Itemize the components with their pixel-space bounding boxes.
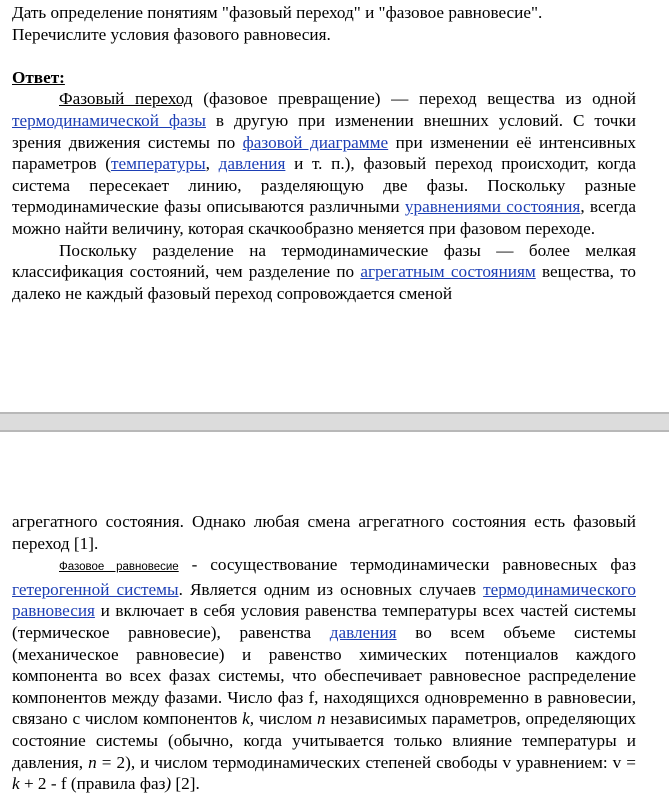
page-bottom-content	[12, 511, 636, 795]
page-top-content	[12, 2, 636, 304]
term-phase-equilibrium: Фазовое равновесие	[59, 561, 179, 574]
link-heterogeneous-system[interactable]: гетерогенной системы	[12, 579, 179, 599]
link-pressure[interactable]: давления	[218, 154, 286, 174]
link-pressure-2[interactable]: давления	[329, 622, 397, 642]
page-break	[0, 412, 669, 432]
paragraph-phase-transition: Фазовый переход (фазовое превращение) — переход вещества из одной термодинамической фазы в другую при изменении внешних условий. С точки зрения движения системы по фазовой диаграмме при изменении её интенсивных параметров (температуры, давления и т. п.), фазовый переход происходит, когда система пересекает линию, разделяющую две фазы. Поскольку разные термодинамические фазы описываются различными уравнениями состояния, всегда можно найти величину, которая скачкообразно меняется при фазовом переходе.	[12, 89, 637, 238]
link-aggregate-states[interactable]: агрегатным состояниям	[360, 262, 536, 282]
question-line-1: Дать определение понятиям "фазовый переход" и "фазовое равновесие".	[12, 3, 543, 22]
link-phase-diagram[interactable]: фазовой диаграмме	[242, 132, 389, 152]
paragraph-phase-equilibrium: Фазовое равновесие - сосуществование термодинамически равновесных фаз гетерогенной системы. Является одним из основных случаев термодинамического равновесия и включает в себя условия равенства температуры всех частей системы (термическое равновесие), равенства давления во всем объеме системы (механическое равновесие) и равенство химических потенциалов каждого компонента во всех фазах системы, что обеспечивает равновесное распределение компонентов между фазами. Число фаз f, находящихся одновременно в равновесии, связано с числом компонентов k, числом n независимых параметров, определяющих состояние системы (обычно, когда учитывается только влияние температуры и давления, n = 2), и числом термодинамических степеней свободы v уравнением: v = k + 2 - f (правила фаз) [2].	[12, 555, 637, 794]
link-thermodynamic-equilibrium[interactable]: термодинамического равновесия	[12, 579, 636, 621]
link-thermodynamic-phase[interactable]: термодинамической фазы	[12, 110, 206, 130]
page-bottom	[0, 432, 669, 812]
blank-line	[12, 45, 636, 67]
question-line-2: Перечислите условия фазового равновесия.	[12, 24, 331, 44]
paragraph-aggregate-states-continued: агрегатного состояния. Однако любая смена агрегатного состояния есть фазовый переход [1].	[12, 512, 636, 553]
paragraph-aggregate-states: Поскольку разделение на термодинамические фазы — более мелкая классификация состояний, чем разделение по агрегатным состояниям вещества, то далеко не каждый фазовый переход сопровождается сменой	[12, 240, 636, 303]
answer-heading	[12, 67, 636, 89]
link-equations-of-state[interactable]: уравнениями состояния	[404, 197, 581, 217]
link-temperature[interactable]: температуры	[110, 154, 206, 174]
term-phase-transition: Фазовый переход	[59, 89, 193, 109]
answer-label: Ответ:	[12, 67, 65, 87]
